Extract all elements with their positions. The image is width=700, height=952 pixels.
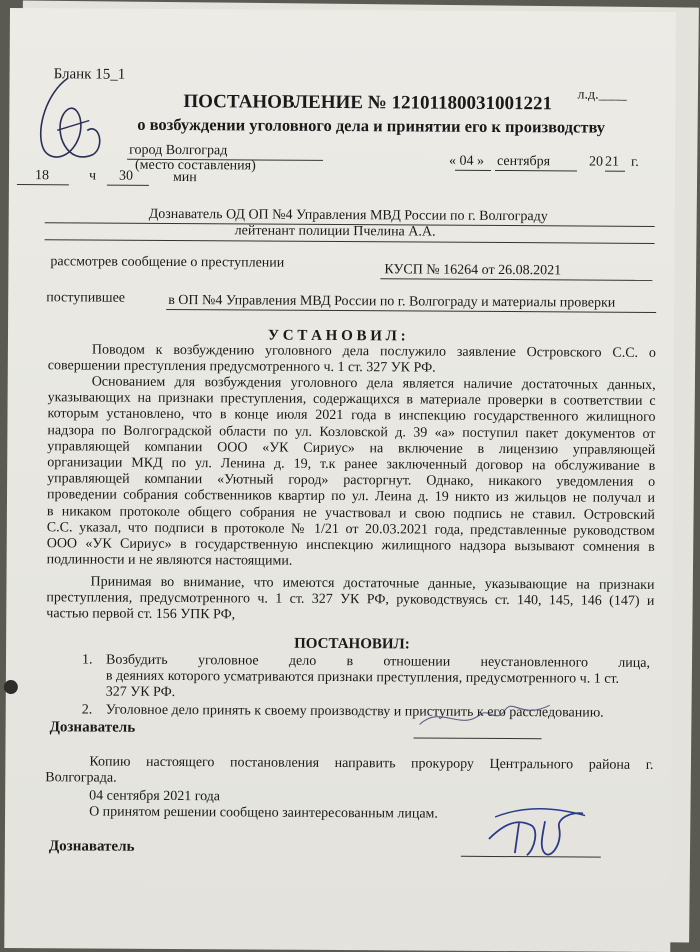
paragraph-line: управляющей компании ООО «УК Сириус» на включение в лицензию управляющей — [47, 439, 656, 458]
received-value: в ОП №4 Управления МВД России по г. Волгограду и материалы проверки — [168, 292, 616, 311]
signature-scribble-2 — [475, 803, 595, 870]
paragraph-line: С.С. указал, что подписи в протоколе № 1/21 от 20.03.2021 года, представленные руководством — [46, 520, 655, 539]
hour-underline — [17, 184, 69, 185]
date-year-underline — [605, 171, 625, 172]
resolution-number: 2. — [81, 702, 93, 718]
kusp-underline — [380, 278, 652, 281]
received-label: поступившее — [46, 290, 126, 306]
paragraph-line: организации МКД по ул. Ленина д. 19, т.к ранее заключенный договор на обслуживание в — [47, 455, 656, 474]
year-unit: г. — [631, 154, 639, 170]
officer-position: Дознаватель ОД ОП №4 Управления МВД России по г. Волгограду — [148, 206, 548, 225]
hour-value: 18 — [34, 168, 50, 184]
date-month: сентября — [497, 153, 551, 170]
document-subtitle: о возбуждении уголовного дела и принятии его к производству — [137, 114, 606, 137]
paragraph-line: которым установлено, что в конце июля 2021 года в инспекцию государственного жилищного — [47, 406, 656, 426]
paragraph-basis — [47, 374, 656, 572]
city: город Волгоград — [129, 142, 228, 159]
officer-name: лейтенант полиции Пчелина А.А. — [234, 223, 436, 240]
case-sheet-number: л.д.____ — [577, 87, 627, 103]
paragraph-line: Поводом к возбуждению уголовного дела послужило заявление Островского С.С. о — [91, 342, 656, 361]
date-day: « 04 » — [449, 153, 485, 169]
punch-hole — [4, 680, 18, 694]
date-year-suffix: 21 — [605, 154, 620, 170]
kusp-reference: КУСП № 16264 от 26.08.2021 — [384, 262, 562, 279]
minute-underline — [107, 185, 149, 186]
document-page — [4, 8, 676, 952]
paragraph-line: управляющей компании «Уютный город» расторгнут. Однако, никакого уведомления о — [47, 471, 656, 491]
copy-date: 04 сентября 2021 года — [89, 788, 221, 805]
resolution-line: 327 УК РФ. — [105, 685, 176, 701]
handwritten-mark — [27, 70, 118, 181]
considered-label: рассмотрев сообщение о преступлении — [50, 254, 285, 271]
hour-unit: ч — [88, 168, 97, 184]
place-hint: (место составления) — [134, 157, 256, 174]
date-month-underline — [495, 170, 577, 172]
minute-value: 30 — [118, 168, 134, 184]
signer-label: Дознаватель — [49, 719, 136, 736]
date-year: 20 — [589, 154, 604, 170]
paragraph-line: преступления, предусмотренного ч. 1 ст. 327 УК РФ, руководствуясь ст. 140, 145, 146 (147) и — [46, 590, 655, 610]
document-title: ПОСТАНОВЛЕНИЕ № 12101180031001221 — [183, 91, 553, 115]
paragraph-line: совершении преступления предусмотренного ч. 1 ст. 327 УК РФ. — [47, 358, 436, 376]
paragraph-line: Принимая во внимание, что имеются достаточные данные, указывающие на признаки — [90, 574, 655, 593]
notice: О принятом решении сообщено заинтересованным лицам. — [89, 804, 438, 822]
paragraph-line: подлинности и не являются настоящими. — [46, 552, 293, 569]
paragraph-line: указывающих на признаки преступления, содержащихся в материале проверки в соответствии с — [47, 390, 656, 410]
established-heading: У С Т А Н О В И Л : — [267, 327, 406, 345]
resolution-item-2: Уголовное дело принять к своему производству и приступить к его расследованию. — [105, 702, 604, 721]
signer-label-2: Дознаватель — [48, 838, 135, 855]
paragraph-grounds — [48, 342, 656, 378]
minute-unit: мин — [172, 169, 197, 186]
paragraph-line: Основанием для возбуждения уголовного дела является наличие достаточных данных, — [91, 374, 656, 393]
paragraph-line: Волгограда. — [45, 770, 117, 786]
resolution-line: Возбудить уголовное дело в отношении неустановленного лица, — [105, 652, 651, 671]
resolved-heading: ПОСТАНОВИЛ: — [294, 635, 410, 653]
paragraph-line: ООО «УК Сириус» в государственную инспекцию жилищного надзора вызывают сомнения в — [46, 536, 655, 555]
paragraph-line: частью первой ст. 156 УПК РФ, — [46, 606, 236, 623]
paragraph-line: Копию настоящего постановления направить прокурору Центрального района г. — [89, 754, 654, 773]
paragraph-line: надзора по Волгоградской области по ул. Козловской д. 39 «а» поступил пакет документов от — [47, 422, 656, 442]
paragraph-line: проведении собрания собственников квартир по ул. Леина д. 19 никто из жильцов не получал и — [46, 487, 656, 507]
resolution-number: 1. — [81, 652, 93, 668]
paragraph-line: в никаком протоколе общего собрания не участвовал и свою подпись не ставил. Островский — [46, 503, 655, 523]
signature-scribble-1 — [410, 694, 560, 739]
resolution-line: в деяниях которого усматриваются признаки преступления, предусмотренного ч. 1 ст. — [105, 668, 620, 687]
paragraph-considering — [46, 574, 654, 626]
date-day-underline — [455, 170, 491, 171]
form-label: Бланк 15_1 — [53, 66, 126, 83]
resolution-item-1 — [106, 653, 650, 705]
copy-instruction — [45, 754, 653, 790]
